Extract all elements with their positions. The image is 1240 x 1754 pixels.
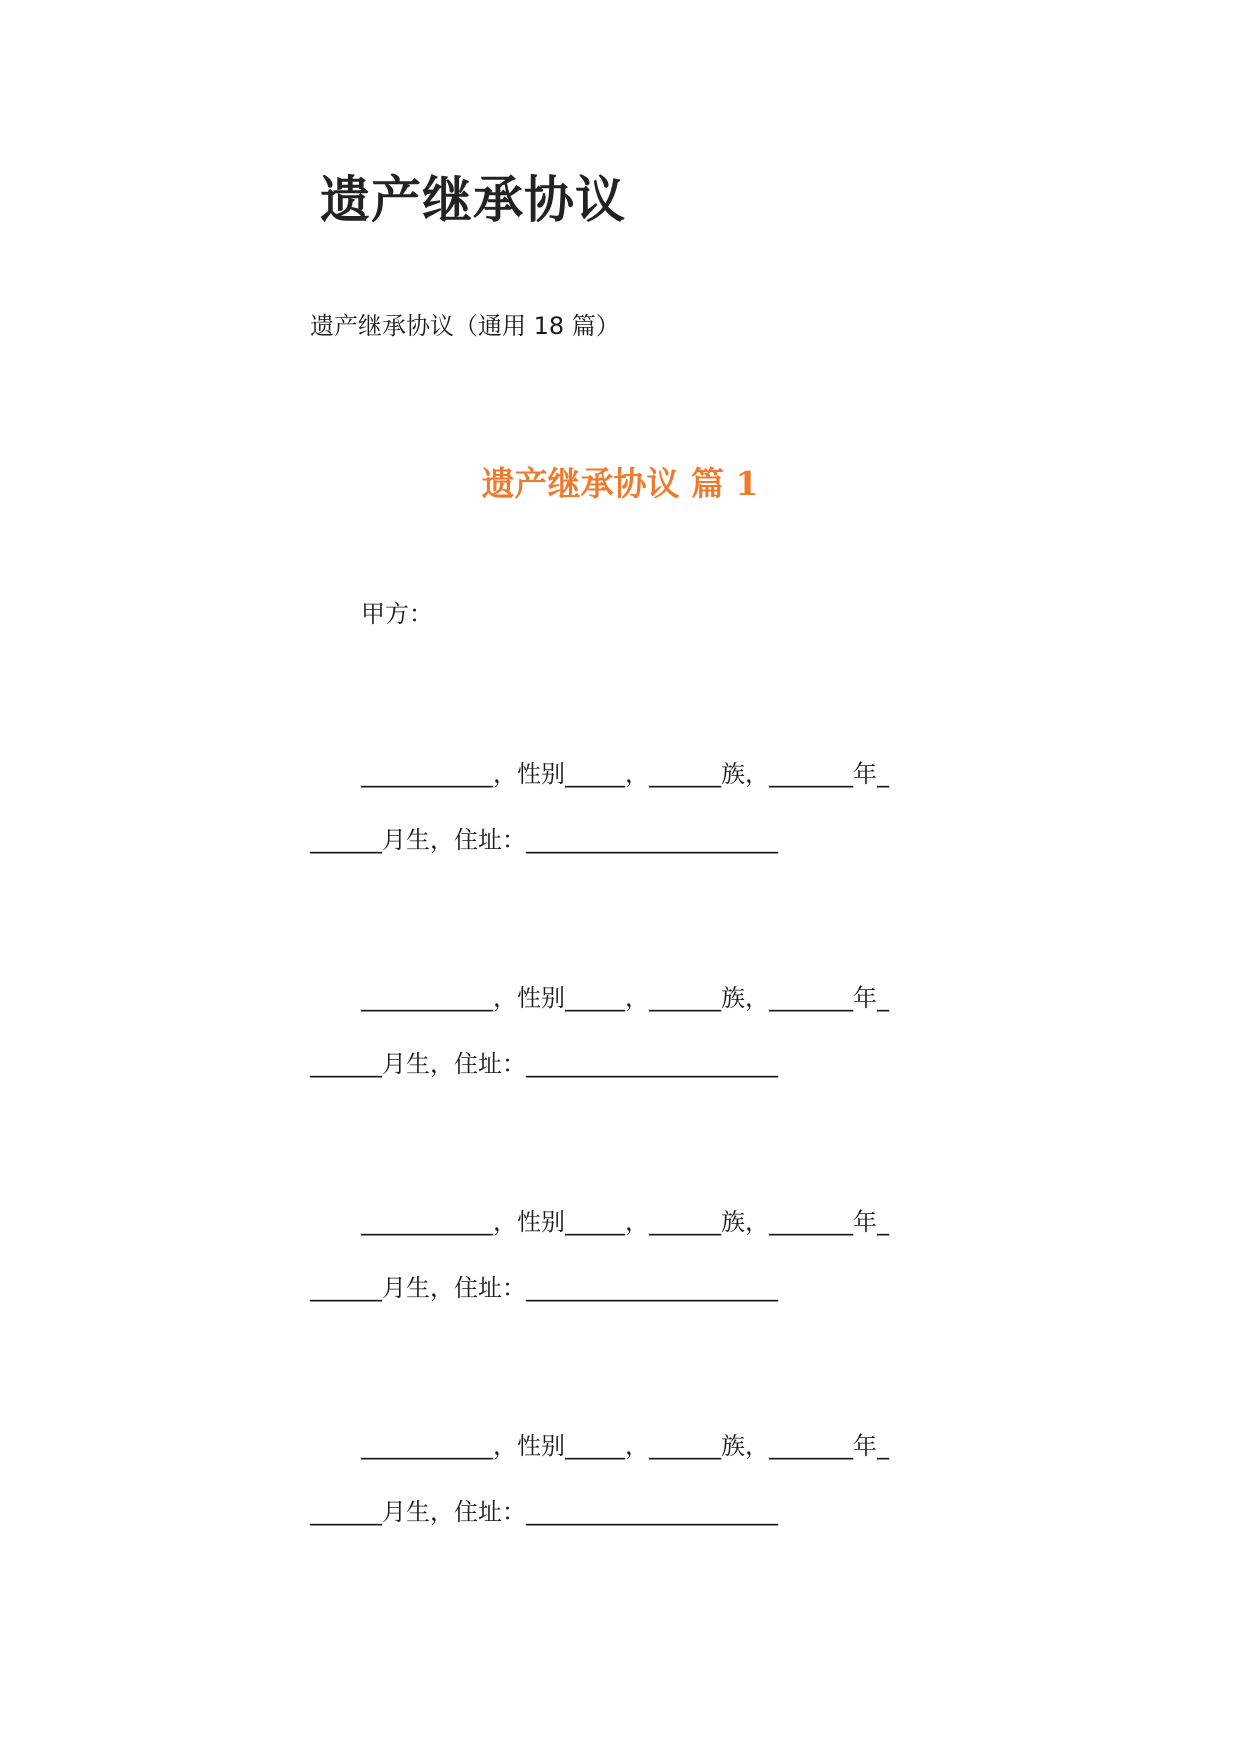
party-a-label: 甲方： xyxy=(361,600,433,628)
party-entry-line-1: ___________，性别_____，______族，_______年_ xyxy=(361,760,889,788)
party-entry-line-2: ______月生，住址：_____________________ xyxy=(310,826,778,854)
party-entry-line-2: ______月生，住址：_____________________ xyxy=(310,1498,778,1526)
document-title: 遗产继承协议 xyxy=(320,170,626,229)
party-entry-line-2: ______月生，住址：_____________________ xyxy=(310,1050,778,1078)
party-entry-line-1: ___________，性别_____，______族，_______年_ xyxy=(361,1208,889,1236)
document-subtitle: 遗产继承协议（通用 18 篇） xyxy=(310,312,620,340)
party-entry-line-2: ______月生，住址：_____________________ xyxy=(310,1274,778,1302)
party-entry-line-1: ___________，性别_____，______族，_______年_ xyxy=(361,984,889,1012)
party-entry-line-1: ___________，性别_____，______族，_______年_ xyxy=(361,1432,889,1460)
section-heading: 遗产继承协议 篇 1 xyxy=(481,464,759,503)
